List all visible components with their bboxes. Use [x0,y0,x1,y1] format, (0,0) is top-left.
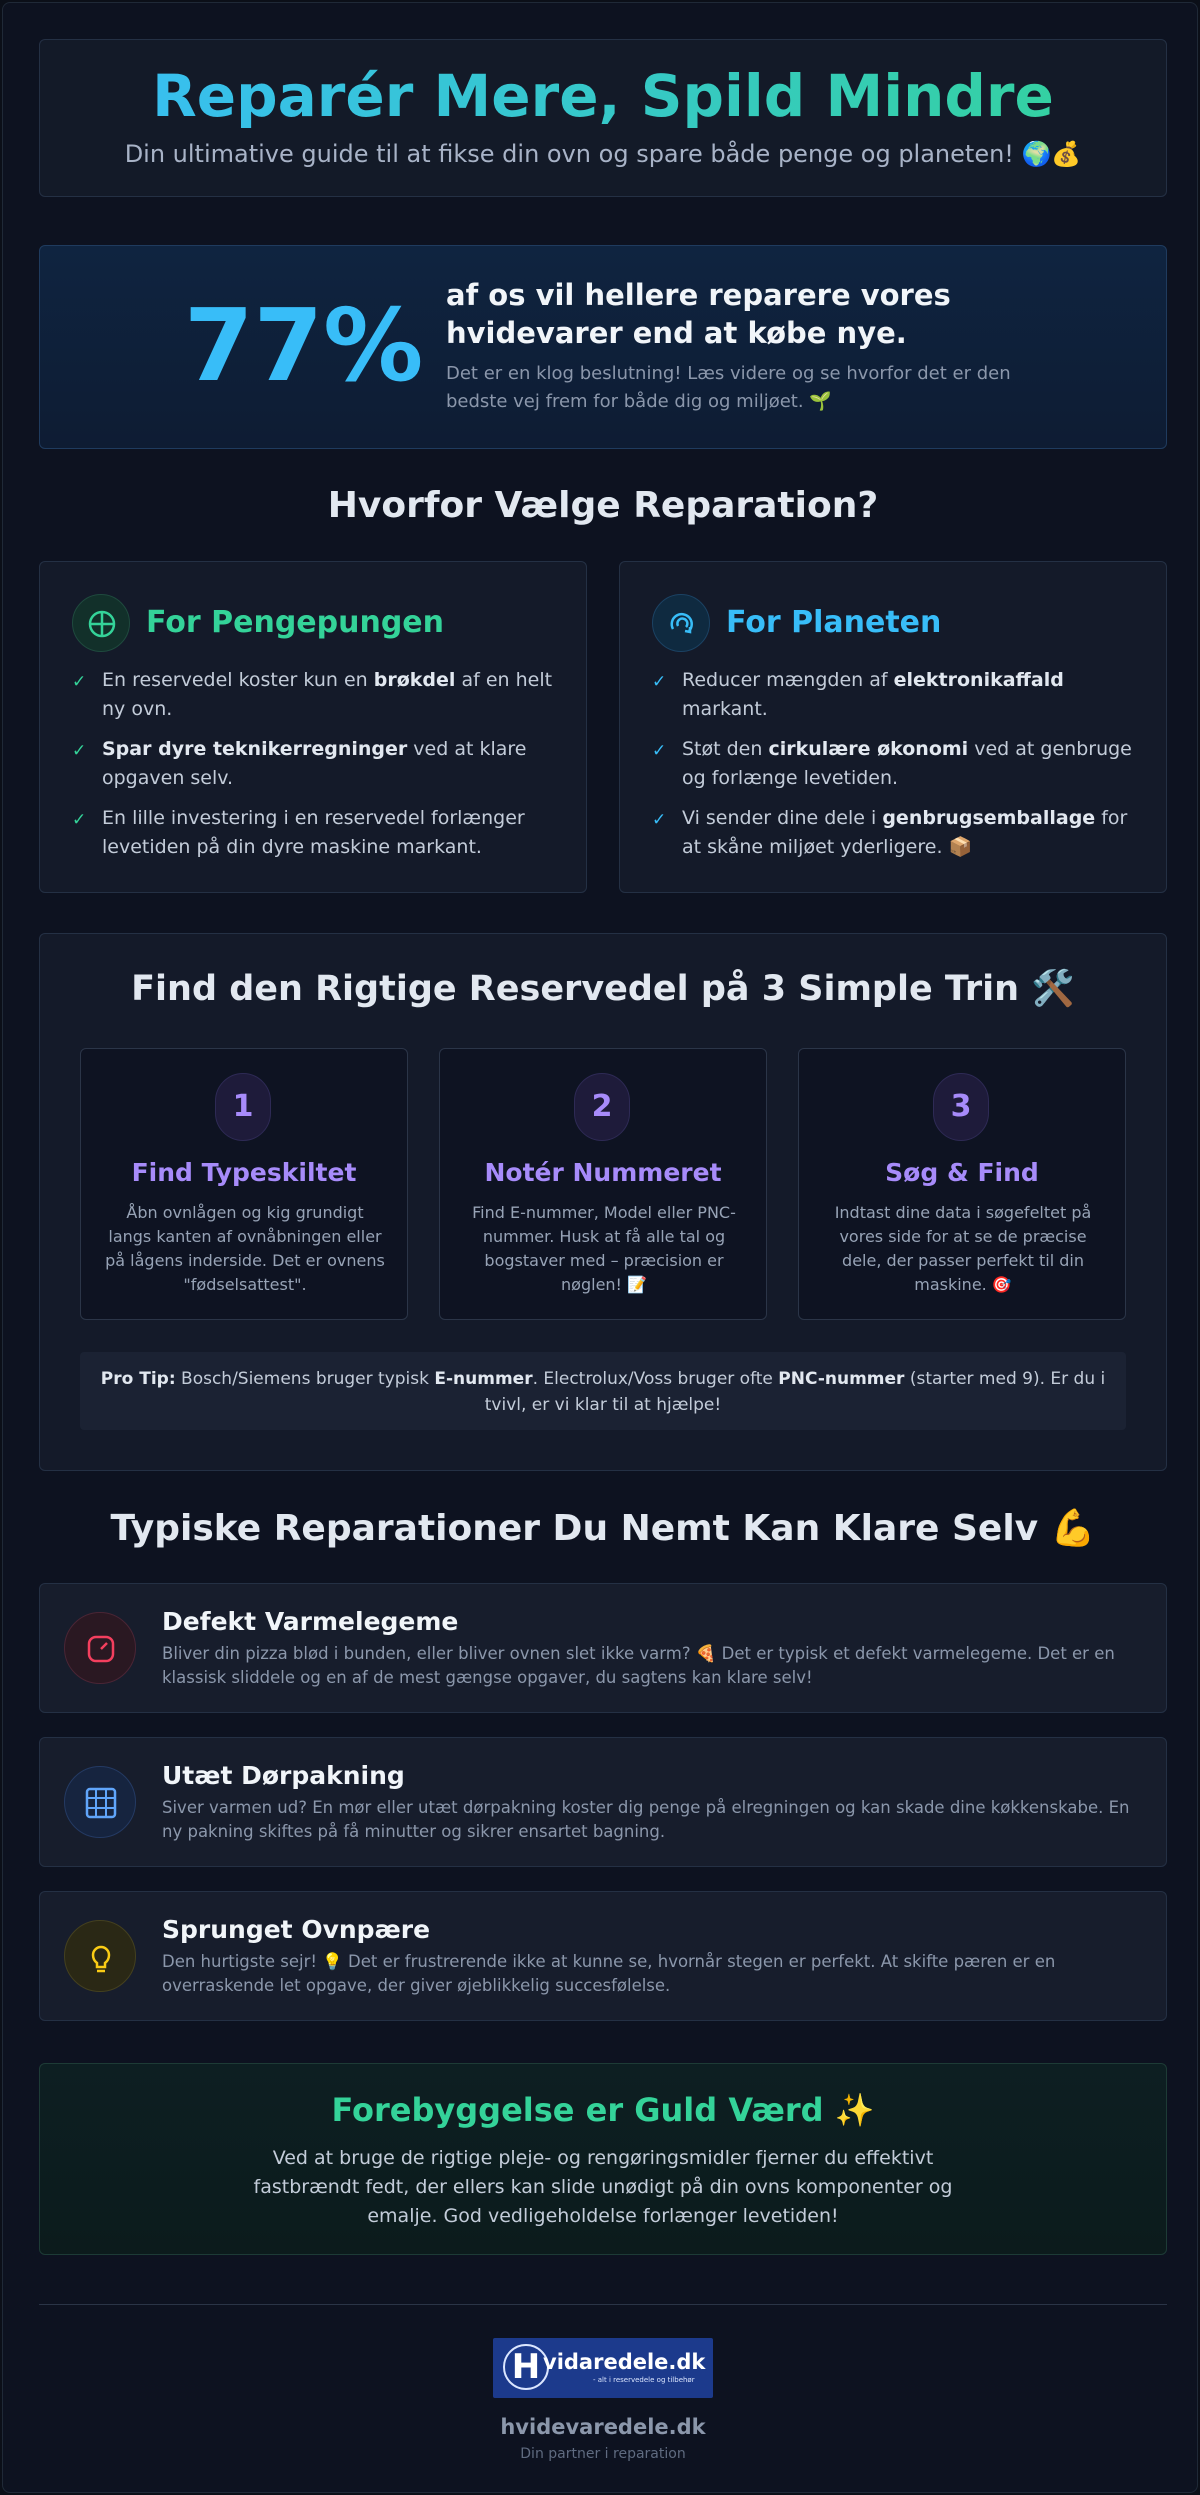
grid-icon [64,1766,136,1838]
footer-tagline: Din partner i reparation [520,2446,686,2462]
divider [39,2304,1167,2305]
logo-tagline: - alt i reservedele og tilbehør [593,2376,695,2384]
footer-brand-name: hvidevaredele.dk [500,2415,706,2439]
repair-card-oven-bulb [39,1891,1167,2021]
check-icon: ✓ [652,672,667,692]
gauge-icon [64,1612,136,1684]
why-list-money [72,666,562,873]
logo-wordmark: vidaredele.dk [543,2350,706,2374]
repair-text: Bliver din pizza blød i bunden, eller bliver ovnen slet ikke varm? 🍕 Det er typisk et defekt varmelegeme. Det er en klassisk sliddele og en af de mest gængse opgaver, du sagtens kan klare selv! [162,1644,1115,1687]
list-item: ✓ Vi sender dine dele i genbrugsemballage for at skåne miljøet yderligere. 📦 [652,807,1128,858]
page-title: Reparér Mere, Spild Mindre [40,62,1166,130]
why-list-planet [652,666,1142,873]
stat-text: Det er en klog beslutning! Læs videre og se hvorfor det er den bedste vej frem for både dig og miljøet. 🌱 [446,363,1011,412]
check-icon: ✓ [652,741,667,761]
repairs-section-title: Typiske Reparationer Du Nemt Kan Klare Selv 💪 [110,1508,1096,1549]
repair-card-door-seal [39,1737,1167,1867]
page-subtitle: Din ultimative guide til at fikse din ovn og spare både penge og planeten! 🌍💰 [124,140,1082,168]
list-item: ✓ Reducer mængden af elektronikaffald markant. [652,669,1064,720]
repair-text: Den hurtigste sejr! 💡 Det er frustrerende ikke at kunne se, hvornår stegen er perfekt. At skifte pæren er en overraskende let opgave, der giver øjeblikkelig succesfølelse. [162,1952,1056,1995]
page-frame [2,2,1198,2493]
check-icon: ✓ [72,672,87,692]
check-icon: ✓ [72,741,87,761]
step-title: Find Typeskiltet [131,1158,357,1187]
why-card-planet [619,561,1167,893]
list-item: ✓ En reservedel koster kun en brøkdel af en helt ny ovn. [72,669,553,720]
step-title: Søg & Find [885,1158,1039,1187]
prevention-text: Ved at bruge de rigtige pleje- og rengøringsmidler fjerner du effektivt fastbrændt fedt, der ellers kan slide unødigt på din ovns komponenter og emalje. God vedligeholdelse forlænger levetiden! [253,2147,953,2227]
why-section-title: Hvorfor Vælge Reparation? [327,485,879,526]
why-card-money [39,561,587,893]
recycle-icon [652,594,710,652]
step-text: Indtast dine data i søgefeltet på vores side for at se de præcise dele, der passer perfekt til din maskine. 🎯 [834,1203,1092,1294]
repair-text: Siver varmen ud? En mør eller utæt dørpakning koster dig penge på elregningen og kan skade dine køkkenskabe. En ny pakning skiftes på få minutter og sikrer ensartet bagning. [162,1798,1130,1841]
prevention-title: Forebyggelse er Guld Værd ✨ [331,2091,875,2129]
steps-title: Find den Rigtige Reservedel på 3 Simple Trin 🛠️ [131,969,1075,1009]
repair-title: Sprunget Ovnpære [162,1915,431,1944]
step-card-3 [798,1048,1126,1320]
step-card-2 [439,1048,767,1320]
list-item: ✓ En lille investering i en reservedel forlænger levetiden på din dyre maskine markant. [72,807,525,858]
pro-tip: Pro Tip: Bosch/Siemens bruger typisk E-nummer. Electrolux/Voss bruger ofte PNC-nummer (starter med 9). Er du i tvivl, er vi klar til at hjælpe! [80,1352,1126,1430]
prevention-card [39,2063,1167,2255]
stat-value: 77% [184,287,424,404]
step-number: 1 [215,1073,271,1141]
step-text: Find E-nummer, Model eller PNC-nummer. Husk at få alle tal og bogstaver med – præcision er nøglen! 📝 [472,1203,736,1294]
step-card-1 [80,1048,408,1320]
repair-title: Defekt Varmelegeme [162,1607,459,1636]
step-title: Notér Nummeret [484,1158,722,1187]
logo-mark: H [503,2344,549,2390]
step-text: Åbn ovnlågen og kig grundigt langs kanten af ovnåbningen eller på lågens inderside. Det er ovnens "fødselsattest". [105,1203,385,1294]
repair-title: Utæt Dørpakning [162,1761,405,1790]
list-item: ✓ Støt den cirkulære økonomi ved at genbruge og forlænge levetiden. [652,738,1132,789]
crosshair-icon [72,594,130,652]
stat-banner [39,245,1167,449]
check-icon: ✓ [652,810,667,830]
lightbulb-icon [64,1920,136,1992]
check-icon: ✓ [72,810,87,830]
stat-headline: af os vil hellere reparere vores hvidevarer end at købe nye. [446,278,951,350]
header [39,39,1167,197]
brand-logo[interactable] [493,2338,713,2398]
repair-card-heating-element [39,1583,1167,1713]
why-card-title: For Planeten [726,605,942,640]
list-item: ✓ Spar dyre teknikerregninger ved at klare opgaven selv. [72,738,527,789]
why-card-title: For Pengepungen [146,605,445,640]
steps-section [39,933,1167,1471]
step-number: 3 [933,1073,989,1141]
step-number: 2 [574,1073,630,1141]
